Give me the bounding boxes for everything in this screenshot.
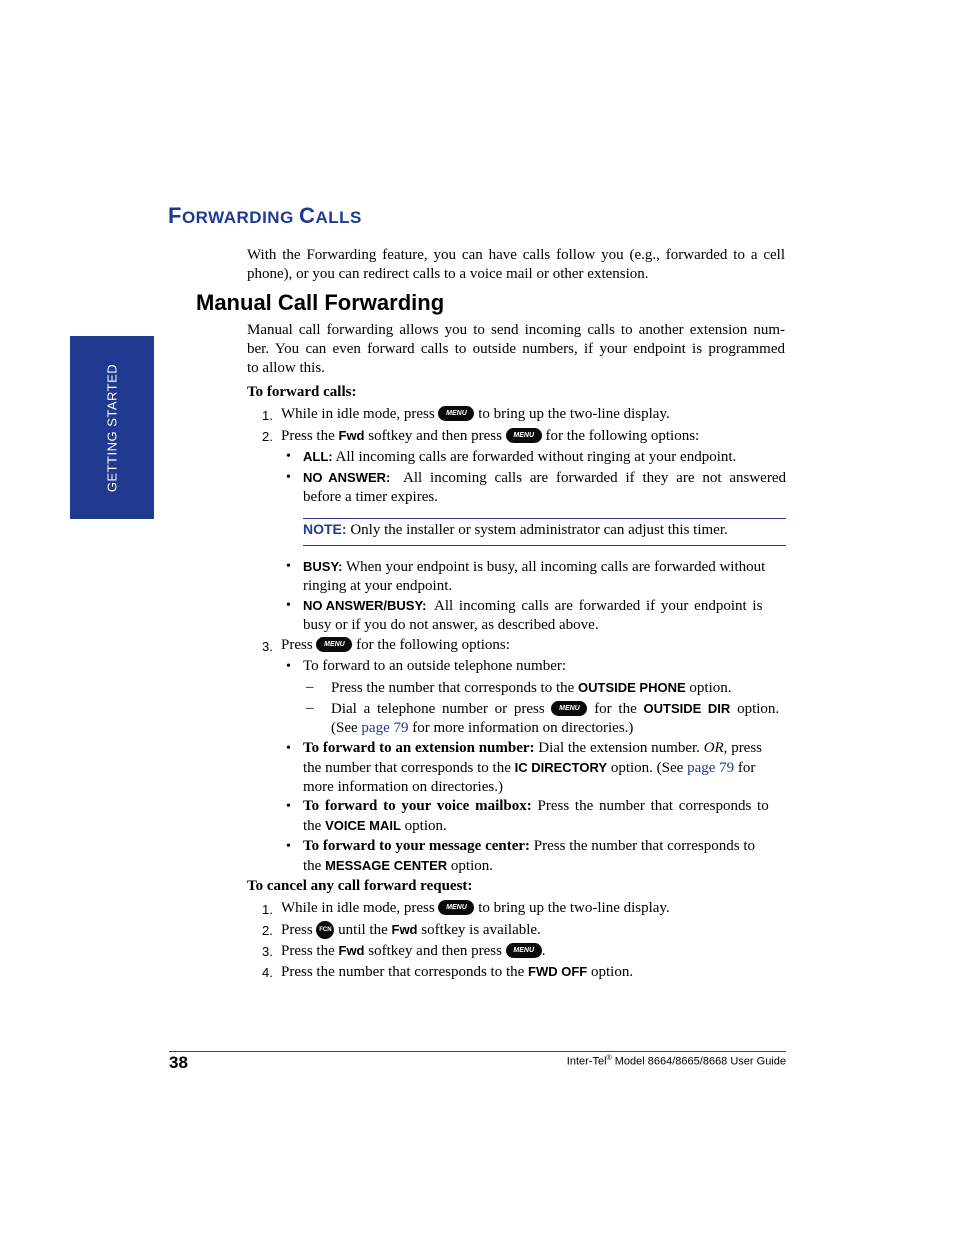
step-text: to bring up the two-line display. [478,900,670,916]
ext-or: OR, [703,740,728,756]
section-title-part: C [299,203,316,228]
step-text: Press the [281,943,335,959]
footer-brand: Inter-Tel [566,1055,607,1068]
menu-button-icon: MENU [316,637,352,652]
option-label: NO ANSWER: [303,470,391,485]
dash-text: option. [737,701,780,717]
step-number: 3. [262,639,273,654]
step-number: 4. [262,965,273,980]
step-text: While in idle mode, press [281,900,435,916]
outside-text: To forward to an outside telephone number: [303,658,567,674]
step-text: . [541,943,546,959]
section-intro [247,246,785,284]
note-rule-bottom [303,545,786,546]
outside-number: • To forward to an outside telephone number: [286,657,786,676]
page-number: 38 [169,1053,188,1072]
footer-guide-title [567,1055,786,1068]
option-all: • ALL: All incoming calls are forwarded without ringing at your endpoint. [286,449,737,465]
intro-line: With the Forwarding feature, you can have calls follow you (e.g., forwarded to a cell [247,247,785,263]
extension-number: • To forward to an extension number: Dial the extension number. OR, press the number that corresponds to the IC DIRECTORY option. (See page 79 for more information on directories.) [286,739,786,797]
step-text: until the [338,922,388,938]
mc-text: Press the number that corresponds to [533,838,756,854]
step-number: 1. [262,408,273,423]
step-text: Press the [281,428,335,444]
option-no-answer-busy: • NO ANSWER/BUSY: All incoming calls are forwarded if your endpoint is busy or if you do not answer, as described above. [286,596,786,635]
step-text: for the following options: [356,637,510,653]
fwd-softkey: Fwd [338,428,365,443]
vm-label: To forward to your voice mailbox: [303,798,532,814]
option-ic-directory: IC DIRECTORY [514,760,608,775]
manual-intro-line: Manual call forwarding allows you to send incoming calls to another extension num- [247,322,785,338]
page-79-link[interactable]: page 79 [687,760,735,776]
vm-text: Press the number that corresponds to [537,798,769,814]
ext-label: To forward to an extension number: [303,740,535,756]
step-text: softkey is available. [421,922,541,938]
step-text: While in idle mode, press [281,406,435,422]
outside-dash-2: – Dial a telephone number or press MENU for the OUTSIDE DIR option. (See page 79 for more information on directories.) [306,700,780,736]
fwd-softkey: Fwd [338,943,365,958]
step-number: 1. [262,902,273,917]
message-center: • To forward to your message center: Press the number that corresponds to the MESSAGE CENTER option. [286,838,756,874]
step-number: 3. [262,944,273,959]
footer-reg-mark: ® [606,1055,612,1062]
section-title [168,203,362,229]
step-text: option. [591,964,634,980]
step-number: 2. [262,429,273,444]
step-text: to bring up the two-line display. [478,406,670,422]
vm-text: the [303,818,322,834]
page-79-link[interactable]: page 79 [361,720,409,736]
menu-button-icon: MENU [551,701,587,716]
step-text: for the following options: [545,428,700,444]
option-fwd-off: FWD OFF [528,964,588,979]
step-text: Press the number that corresponds to the [281,964,525,980]
footer-rule [169,1051,786,1052]
outside-dash-1: – Press the number that corresponds to the OUTSIDE PHONE option. [306,679,732,696]
note [303,520,728,540]
option-message-center: MESSAGE CENTER [325,858,448,873]
step-text: softkey and then press [368,943,502,959]
option-text: All incoming calls are forwarded if they are not answered [403,470,786,486]
option-text: before a timer expires. [303,489,438,505]
mc-label: To forward to your message center: [303,838,531,854]
option-busy: • BUSY: When your endpoint is busy, all incoming calls are forwarded without ringing at your endpoint. [286,557,786,596]
option-text: busy or if you do not answer, as described above. [303,617,599,633]
cancel-heading: To cancel any call forward request: [247,878,473,894]
dash-text: option. [689,680,732,696]
option-text: ringing at your endpoint. [303,578,453,594]
step-text: softkey and then press [368,428,502,444]
option-text: All incoming calls are forwarded if your endpoint is [434,598,763,614]
menu-button-icon: MENU [438,900,474,915]
ext-text: press [731,740,763,756]
dash-text: for more information on directories.) [412,720,634,736]
mc-text: the [303,858,322,874]
fwd-softkey: Fwd [391,922,418,937]
side-tab [70,336,154,519]
vm-text: option. [404,818,447,834]
step-text: Press [281,922,313,938]
fcn-button-icon: FCN [316,921,334,939]
ext-text: for [737,760,756,776]
forward-calls-heading: To forward calls: [247,384,357,400]
manual-intro-line: to allow this. [247,360,325,376]
option-text: All incoming calls are forwarded without ringing at your endpoint. [335,449,737,465]
ext-text: more information on directories.) [303,779,503,795]
note-rule-top [303,518,786,519]
option-label: ALL: [303,449,333,464]
section-title-part: ORWARDING [181,208,294,227]
option-text: When your endpoint is busy, all incoming calls are forwarded without [345,559,766,575]
step-text: Press [281,637,313,653]
dash-text: (See [331,720,358,736]
manual-intro-line: ber. You can even forward calls to outside numbers, if your endpoint is programmed [247,341,785,357]
manual-heading: Manual Call Forwarding [196,290,445,315]
step-number: 2. [262,923,273,938]
section-title-part: ALLS [315,208,362,227]
intro-line: phone), or you can redirect calls to a voice mail or other extension. [247,266,649,282]
voice-mailbox: • To forward to your voice mailbox: Press the number that corresponds to the VOICE MAIL option. [286,798,769,834]
dash-text: Press the number that corresponds to the [331,680,575,696]
note-text: Only the installer or system administrator can adjust this timer. [350,522,728,538]
option-outside-phone: OUTSIDE PHONE [578,680,686,695]
ext-text: the number that corresponds to the [303,760,511,776]
footer-model: Model 8664/8665/8668 User Guide [611,1055,786,1068]
ext-text: option. (See [610,760,684,776]
side-tab-label: GETTING STARTED [104,363,120,492]
ext-text: Dial the extension number. [538,740,700,756]
manual-intro [247,321,785,378]
option-label: BUSY: [303,559,343,574]
dash-text: for the [594,701,637,717]
dash-text: Dial a telephone number or press [331,701,545,717]
menu-button-icon: MENU [506,428,542,443]
option-label: NO ANSWER/BUSY: [303,598,427,613]
menu-button-icon: MENU [438,406,474,421]
menu-button-icon: MENU [506,943,542,958]
note-label: NOTE: [303,521,347,537]
option-no-answer: • NO ANSWER: All incoming calls are forwarded if they are not answered before a timer expires. [286,470,786,505]
option-voice-mail: VOICE MAIL [325,818,401,833]
section-title-part: F [168,203,182,228]
mc-text: option. [450,858,493,874]
option-outside-dir: OUTSIDE DIR [643,701,731,716]
